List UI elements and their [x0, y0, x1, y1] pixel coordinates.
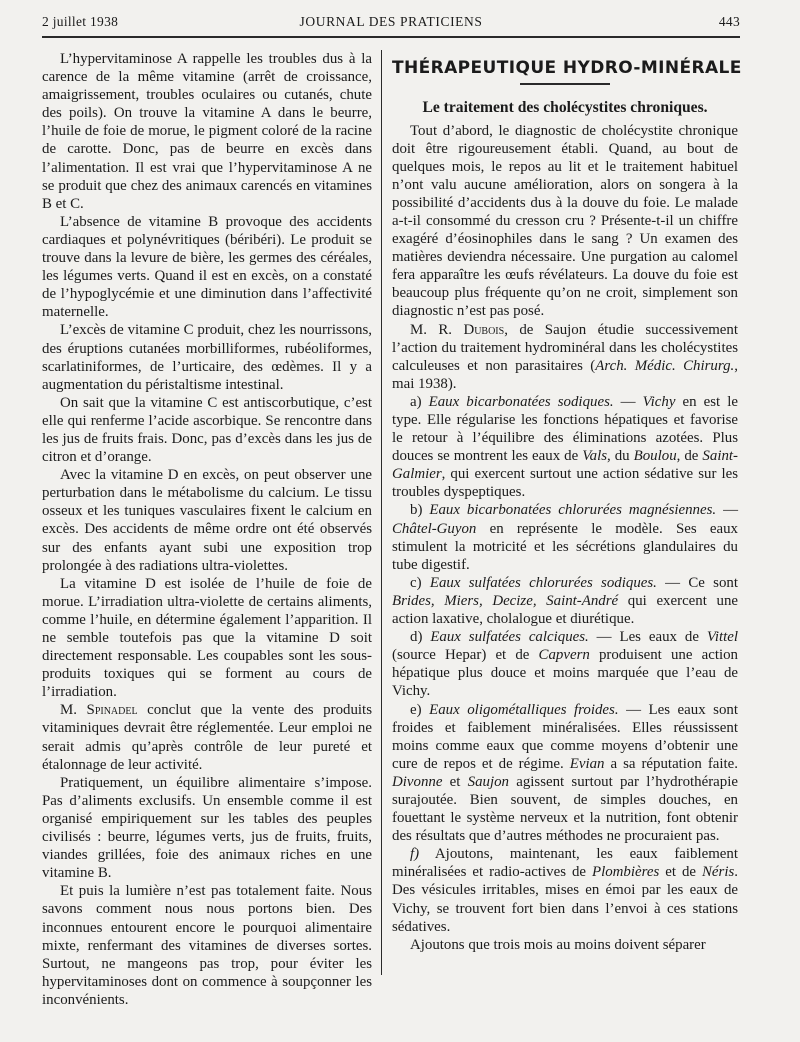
running-header	[42, 14, 740, 36]
paragraph-equilibrium: Pratiquement, un équilibre alimentaire s’impose. Pas d’aliments exclusifs. Un ensemble comme il est organisé empiriquement sur les tables des peuples civilisés : beurre, légumes verts, jus de fruits, fruits, viandes grillées, foie des animaux riches en une vitamine B.	[42, 774, 372, 882]
paragraph-vitamin-b: L’absence de vitamine B provoque des accidents cardiaques et polynévritiques (béribéri). Le produit se trouve dans la levure de bière, les germes des céréales, les légumes verts. Quand il est en excès, on a constaté de l’hypoglycémie et une diminution dans l’affectivité maternelle.	[42, 213, 372, 321]
item-e: e) Eaux oligométalliques froides. — Les eaux sont froides et faiblement minéralisées. Elles réussissent moins comme eaux que comme moyens d’obtenir une cure de repos et de régime. Evian a sa réputation faite. Divonne et Saujon agissent surtout par l’hydrothérapie surajoutée. Bien souvent, de simples douches, en fouettant le système nerveux et la nutrition, font obtenir des résultats que d’autres méthodes ne procuraient pas.	[392, 701, 739, 845]
item-c: c) Eaux sulfatées chlorurées sodiques. — Ce sont Brides, Miers, Decize, Saint-André qui exercent une action laxative, cholalogue et diurétique.	[392, 574, 738, 628]
paragraph-vitamin-c-sources: On sait que la vitamine C est antiscorbutique, c’est elle qui renferme l’acide ascorbique. Se rencontre dans les jus de fruits frais. Donc, pas d’excès dans les jus de citron et d’orange.	[42, 394, 372, 466]
paragraph-spinadel-text: conclut que la vente des produits vitaminiques devrait être réglementée. Leur emploi ne serait admis qu’après contrôle de leur pureté et étalonnage de leur activité.	[42, 702, 372, 773]
paragraph-vitamin-c-excess: L’excès de vitamine C produit, chez les nourrissons, des éruptions cutanées morbilliformes, rubéoliformes, scarlatiniformes, de l’urticaire, des œdèmes. Il y a augmentation du péristaltisme intestinal.	[42, 322, 372, 393]
author-dubois: M. R. Dubois	[410, 321, 505, 338]
header-rule	[42, 36, 740, 38]
item-f: f) Ajoutons, maintenant, les eaux faiblement minéralisées et radio-actives de Plombières et de Néris. Des vésicules irritables, mises en émoi par les eaux de Vichy, se trouvent fort bien dans l’envoi à ces stations sédatives.	[392, 846, 739, 935]
author-spinadel: M. Spinadel	[60, 702, 138, 719]
paragraph-continuation: Ajoutons que trois mois au moins doivent séparer	[410, 936, 706, 953]
item-b: b) Eaux bicarbonatées chlorurées magnésiennes. — Châtel-Guyon en représente le modèle. Ses eaux stimulent la motricité et les sécrétions glandulaires du tube digestif.	[392, 502, 738, 573]
header-journal-title: JOURNAL DES PRATICIENS	[299, 14, 483, 29]
item-d: d) Eaux sulfatées calciques. — Les eaux de Vittel (source Hepar) et de Capvern produisent une action hépatique plus douce et moins marquée que l’eau de Vichy.	[392, 629, 738, 700]
paragraph-vitamin-d-excess: Avec la vitamine D en excès, on peut observer une perturbation dans le métabolisme du calcium. Le tissu osseux et les tuniques vasculaires fixent le calcium en excès. Des accidents de même ordre ont été observés sur des enfants ayant subi une exposition trop prolongée à des radiations ultra-violettes.	[42, 467, 372, 574]
paragraph-vitamin-d-sources: La vitamine D est isolée de l’huile de foie de morue. L’irradiation ultra-violette de certains aliments, comme l’huile, en détermine également l’apparition. Il ne semble toutefois pas que la vitamine D soit directement responsable. Les coupables sont les sous-produits toxiques qui se forment au cours de l’irradiation.	[42, 575, 372, 701]
paragraph-conclusion: Et puis la lumière n’est pas totalement faite. Nous savons comment nous nous portons bien. Des inconnues entourent encore le pourquoi alimentaire mixte, renfermant des vitamines de diverses sortes. Surtout, ne mangeons pas trop, pour éviter les hypervitaminoses dont on commence à soupçonner les inconvénients.	[42, 883, 372, 1008]
left-column	[42, 50, 372, 1009]
right-column	[392, 50, 742, 954]
article-title: Le traitement des cholécystites chroniques.	[422, 98, 708, 116]
header-date: 2 juillet 1938	[42, 14, 119, 29]
paragraph-vitamin-a: L’hypervitaminose A rappelle les troubles dus à la carence de la même vitamine (arrêt de croissance, amaigrissement, troubles oculaires ou cutanés, chute des poils). On trouve la vitamine A dans le beurre, l’huile de foie de morue, le pigment coloré de la racine de carotte. Donc, pas de beurre en excès dans l’alimentation. Il est vrai que l’hypervitaminose A ne se produit que chez des animaux carencés en vitamines B et C.	[42, 51, 372, 212]
section-title-rule	[520, 83, 610, 85]
item-a: a) Eaux bicarbonatées sodiques. — Vichy en est le type. Elle régularise les fonctions hépatiques et favorise le retour à l’équilibre des éliminations azotées. Plus douces se montrent les eaux de Vals, du Boulou, de Saint-Galmier, qui exercent surtout une action sédative sur les troubles dyspeptiques.	[392, 393, 738, 501]
paragraph-dubois: M. R. Dubois, de Saujon étudie successivement l’action du traitement hydrominéral dans les cholécystites calculeuses et non parasitaires (Arch. Médic. Chirurg., mai 1938).	[392, 321, 738, 392]
header-page-number: 443	[718, 14, 740, 29]
paragraph-diagnosis: Tout d’abord, le diagnostic de cholécystite chronique doit être rigoureusement établi. Quand, au bout de quelques mois, le repos au lit et le traitement habituel n’ont valu aucune amélioration, alors on songera à la possibilité d’accidents dus à la douve du foie. Le malade a-t-il consommé du cresson cru ? Présente-t-il un chiffre exagéré d’éosinophiles dans le sang ? Un examen des matières deviendra nécessaire. Une purgation au calomel fera apparaître les œufs révélateurs. La douve du foie est beaucoup plus fréquente qu’on ne croit, simplement son diagnostic n’est pas posé.	[392, 122, 738, 320]
column-divider	[381, 50, 382, 975]
journal-reference: Arch. Médic. Chirurg.	[595, 357, 735, 374]
section-title: THÉRAPEUTIQUE HYDRO-MINÉRALE	[392, 58, 742, 78]
paragraph-spinadel	[42, 701, 372, 773]
